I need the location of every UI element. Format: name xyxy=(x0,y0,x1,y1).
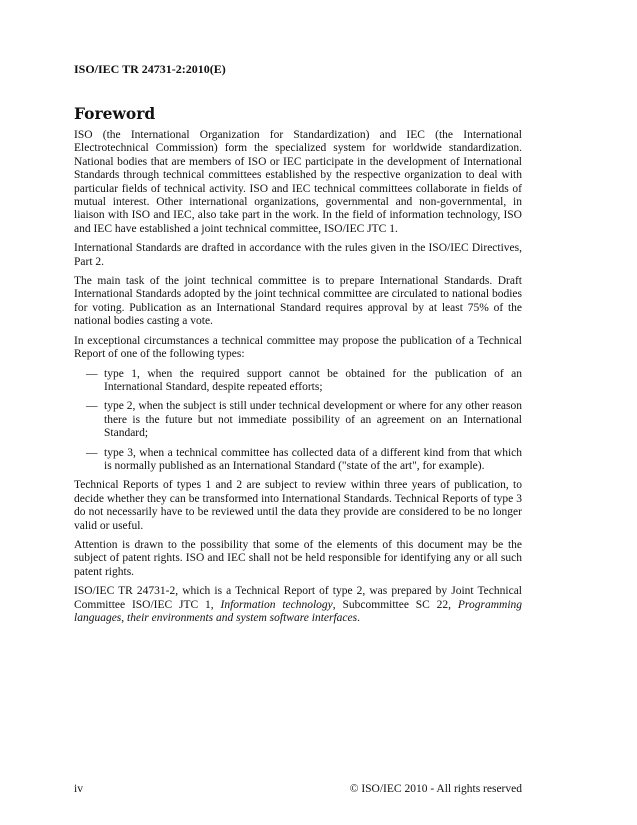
document-id-header: ISO/IEC TR 24731-2:2010(E) xyxy=(74,62,226,76)
dash-bullet: — xyxy=(86,367,98,380)
list-item-text: type 3, when a technical committee has collected data of a different kind from that which is normally published as an International Standard ("state of the art", for example). xyxy=(104,446,522,472)
paragraph-7 xyxy=(74,585,522,625)
paragraph-6: Attention is drawn to the possibility that some of the elements of this document may be the subject of patent rights. ISO and IEC shall not be held responsible for identifying any or all such patent rights. xyxy=(74,538,522,578)
p7-text-2: , Subcommittee SC 22, xyxy=(332,598,458,611)
paragraph-4: In exceptional circumstances a technical committee may propose the publication of a Technical Report of one of the following types: xyxy=(74,334,522,361)
list-item xyxy=(74,400,522,440)
copyright-notice: © ISO/IEC 2010 - All rights reserved xyxy=(349,783,522,795)
paragraph-2: International Standards are drafted in accordance with the rules given in the ISO/IEC Directives, Part 2. xyxy=(74,242,522,268)
paragraph-3: The main task of the joint technical committee is to prepare International Standards. Draft International Standards adopted by the joint technical committee are circulated to national bodies for voting. Publication as an International Standard requires approval by at least 75% of the national bodies casting a vote. xyxy=(74,275,522,328)
list-item-text: type 2, when the subject is still under technical development or where for any other reason there is the future but not immediate possibility of an agreement on an International Standard; xyxy=(104,400,522,440)
dash-bullet: — xyxy=(86,400,98,413)
list-item xyxy=(74,368,522,395)
section-title: Foreword xyxy=(74,104,156,123)
page-number: iv xyxy=(74,783,83,795)
report-types-list xyxy=(74,368,522,474)
p7-text-1: ISO/IEC TR 24731-2, which is a Technical Report of type 2, was prepared by Joint Technical Committee ISO/IEC JTC 1, xyxy=(74,585,522,611)
paragraph-1: ISO (the International Organization for Standardization) and IEC (the International Electrotechnical Commission) form the specialized system for worldwide standardization. National bodies that are members of ISO or IEC participate in the development of International Standards through technical committees established by the respective organization to deal with particular fields of technical activity. ISO and IEC technical committees collaborate in fields of mutual interest. Other international organizations, governmental and non-governmental, in liaison with ISO and IEC, also take part in the work. In the field of information technology, ISO and IEC have established a joint technical committee, ISO/IEC JTC 1. xyxy=(74,129,522,235)
foreword-body xyxy=(74,129,522,631)
list-item-text: type 1, when the required support cannot be obtained for the publication of an International Standard, despite repeated efforts; xyxy=(104,367,522,393)
paragraph-5: Technical Reports of types 1 and 2 are subject to review within three years of publication, to decide whether they can be transformed into International Standards. Technical Reports of type 3 do not necessarily have to be reviewed until the data they provide are considered to be no longer valid or useful. xyxy=(74,479,522,532)
list-item xyxy=(74,447,522,474)
p7-text-3: . xyxy=(357,612,360,624)
p7-italic-2: Programming languages, their environments and system software interfaces xyxy=(74,598,523,624)
dash-bullet: — xyxy=(86,446,98,459)
p7-italic-1: Information technology xyxy=(220,598,333,611)
